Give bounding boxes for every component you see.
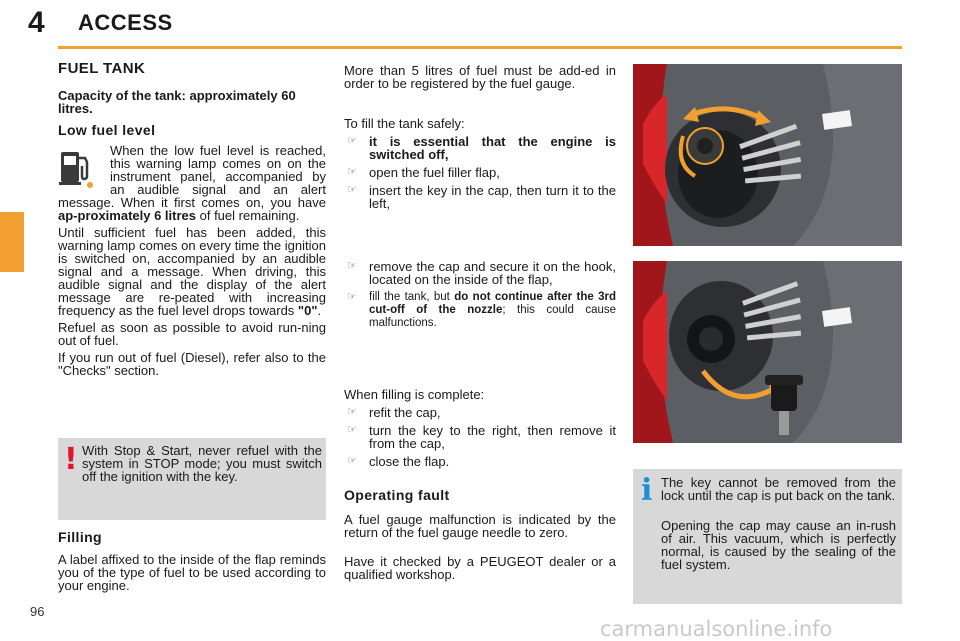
operating-fault-p2: Have it checked by a PEUGEOT dealer or a qualified workshop. [344, 554, 616, 582]
step-insert-key-text: insert the key in the cap, then turn it to the left, [369, 183, 616, 211]
bullet-hand-icon: ☞ [347, 291, 357, 303]
warning-icon: ! [64, 442, 78, 477]
middle-steps-b [344, 260, 616, 330]
info-paragraph-1: The key cannot be removed from the lock until the cap is put back on the tank. [661, 475, 896, 503]
filling-text: A label affixed to the inside of the flap reminds you of the type of fuel to be used according to your engine. [58, 552, 326, 593]
step-close-flap [344, 455, 616, 468]
step-turn-key [344, 424, 616, 450]
step-turn-key-text: turn the key to the right, then remove it from the cap, [369, 423, 616, 451]
info-note [633, 469, 902, 604]
middle-steps-c [344, 388, 616, 468]
step-fill-bold: do not continue after the 3rd cut-off of the nozzle [369, 291, 617, 316]
step-engine-off [344, 135, 616, 161]
filling-heading: Filling [58, 529, 103, 545]
fill-safely-text: To fill the tank safely: [344, 116, 465, 131]
bullet-hand-icon: ☞ [347, 424, 357, 436]
page-number: 96 [30, 604, 45, 619]
filling-complete-text: When filling is complete: [344, 387, 485, 402]
chapter-side-tab [0, 212, 24, 272]
warning-note [58, 438, 326, 520]
bullet-hand-icon: ☞ [347, 406, 357, 418]
bullet-hand-icon: ☞ [347, 166, 357, 178]
info-icon: i [641, 473, 653, 508]
step-refit-cap [344, 406, 616, 419]
watermark-footer: carmanualsonline.info [600, 617, 833, 641]
low-fuel-paragraph-3: Refuel as soon as possible to avoid run-ning out of fuel. [58, 320, 326, 348]
low-fuel-p1-start: When the low fuel level is reached, this warning lamp comes on on the instrument panel, accompanied by an audible signal and an alert message. When it first comes on, you have [58, 143, 326, 210]
fuel-pump-icon [58, 144, 102, 190]
low-fuel-paragraph-4: If you run out of fuel (Diesel), refer also to the "Checks" section. [58, 350, 326, 378]
info-paragraph-2: Opening the cap may cause an in-rush of air. This vacuum, which is perfectly normal, is caused by the sealing of the fuel system. [661, 518, 896, 572]
fuel-flap-key-photo [633, 64, 902, 246]
low-fuel-p2-end: . [317, 303, 322, 318]
step-close-flap-text: close the flap. [369, 454, 450, 469]
left-column [58, 60, 326, 377]
bullet-hand-icon: ☞ [347, 455, 357, 467]
low-fuel-heading: Low fuel level [58, 122, 156, 138]
low-fuel-p2-start: Until sufficient fuel has been added, this warning lamp comes on every time the ignition is switched on, accompanied by an audible signal and a message. When driving, this audible signal and the display of the alert message are re-peated with increasing frequency as the fuel level drops towards [58, 225, 326, 318]
operating-fault-heading: Operating fault [344, 487, 450, 503]
low-fuel-paragraph-2 [58, 226, 326, 317]
low-fuel-block [58, 144, 326, 377]
step-insert-key [344, 184, 616, 210]
warning-text: With Stop & Start, never refuel with the system in STOP mode; you must switch off the ignition with the key. [82, 443, 322, 484]
step-remove-cap-text: remove the cap and secure it on the hook, located on the inside of the flap, [369, 259, 616, 287]
capacity-text: Capacity of the tank: approximately 60 litres. [58, 88, 296, 116]
section-title: FUEL TANK [58, 60, 146, 77]
step-engine-off-text: it is essential that the engine is switched off, [369, 134, 616, 162]
low-fuel-p1-end: of fuel remaining. [196, 208, 300, 223]
bullet-hand-icon: ☞ [347, 184, 357, 196]
bullet-hand-icon: ☞ [347, 135, 357, 147]
fuel-cap-removed-photo [633, 261, 902, 443]
chapter-number: 4 [28, 6, 45, 39]
operating-fault-p1: A fuel gauge malfunction is indicated by the return of the fuel gauge needle to zero. [344, 512, 616, 540]
step-remove-cap [344, 260, 616, 286]
step-open-flap-text: open the fuel filler flap, [369, 165, 500, 180]
intro-text: More than 5 litres of fuel must be add-ed in order to be registered by the fuel gauge. [344, 63, 616, 91]
step-open-flap [344, 166, 616, 179]
step-fill-start: fill the tank, but [369, 291, 455, 303]
middle-column [344, 64, 616, 210]
step-fill-end: ; this could cause malfunctions. [369, 304, 617, 329]
step-refit-cap-text: refit the cap, [369, 405, 441, 420]
low-fuel-p2-bold: "0" [297, 303, 318, 318]
chapter-title: ACCESS [78, 10, 173, 35]
low-fuel-p1-bold: ap-proximately 6 litres [58, 208, 196, 223]
header-rule [58, 46, 902, 49]
step-fill-tank [344, 291, 616, 330]
bullet-hand-icon: ☞ [347, 260, 357, 272]
